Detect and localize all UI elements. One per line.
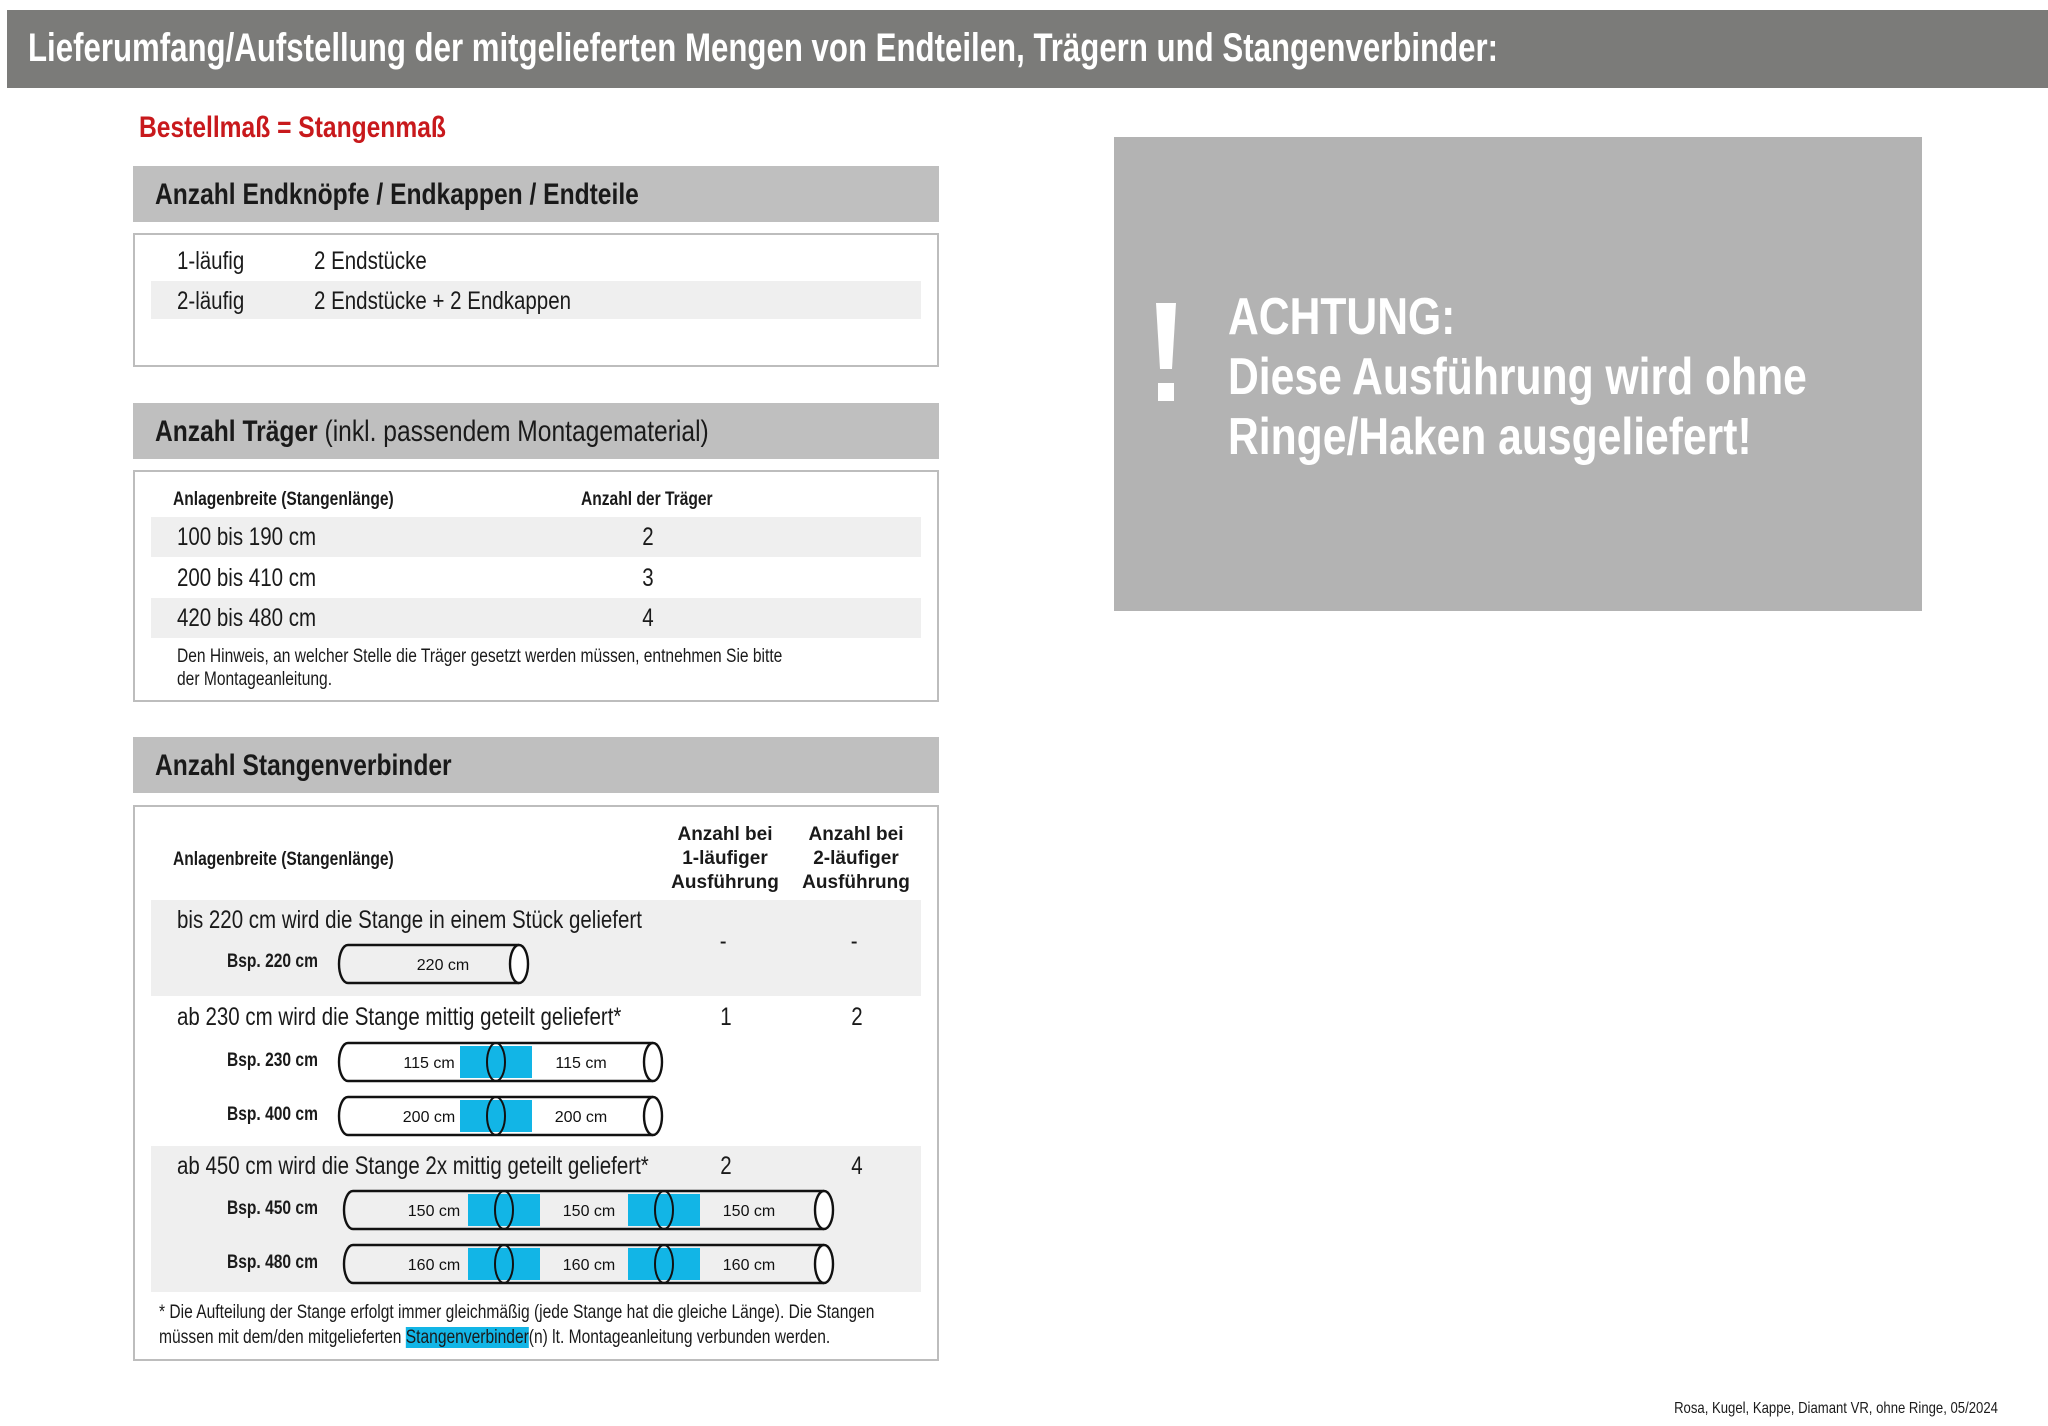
connector-sleeve: [628, 1248, 700, 1280]
rod-segment-label: 150 cm: [562, 1203, 616, 1220]
connector-sleeve: [628, 1194, 700, 1226]
footnote-highlight: Stangenverbinder: [405, 1327, 529, 1348]
warning-line1: ACHTUNG:: [1228, 288, 1456, 346]
section-heading-traeger: [133, 403, 939, 459]
endteile-row1-label: 1-läufig: [177, 247, 245, 275]
traeger-row1-count: 2: [642, 523, 654, 551]
traeger-col2-header: Anzahl der Träger: [581, 489, 713, 510]
connector-sleeve: [460, 1100, 532, 1132]
col2-line1: Anzahl bei: [677, 824, 773, 845]
connector-sleeve: [468, 1194, 540, 1226]
rod-diagrams: [135, 807, 937, 1359]
rod-segment-label: 200 cm: [554, 1109, 608, 1126]
traeger-col1-header: Anlagenbreite (Stangenlänge): [173, 489, 394, 510]
group3-count2: 4: [851, 1152, 863, 1180]
endteile-table: [133, 233, 939, 367]
warning-box: [1114, 137, 1922, 611]
rod-diagram: [339, 945, 528, 983]
rod-segment-label: 160 cm: [722, 1257, 776, 1274]
endteile-heading: Anzahl Endknöpfe / Endkappen / Endteile: [155, 178, 639, 211]
exclamation-icon: [1154, 303, 1178, 403]
group2-count1: 1: [720, 1003, 732, 1031]
rod-diagram: [344, 1245, 833, 1283]
traeger-note-line2: der Montageanleitung.: [177, 669, 333, 690]
footer-note: Rosa, Kugel, Kappe, Diamant VR, ohne Ringe, 05/2024: [1674, 1400, 1998, 1417]
group2-title: ab 230 cm wird die Stange mittig geteilt geliefert*: [177, 1003, 622, 1031]
group2-example2-label: Bsp. 400 cm: [227, 1104, 318, 1125]
traeger-heading-bold: Anzahl Träger: [155, 415, 318, 448]
rod-diagram: [339, 1043, 662, 1081]
rod-segment-label: 115 cm: [403, 1055, 455, 1072]
group1-title: bis 220 cm wird die Stange in einem Stück geliefert: [177, 906, 642, 934]
header-bar: [7, 10, 2048, 88]
traeger-note-line1: Den Hinweis, an welcher Stelle die Träger gesetzt werden müssen, entnehmen Sie bitte: [177, 646, 783, 667]
page-title: Lieferumfang/Aufstellung der mitgelieferten Mengen von Endteilen, Trägern und Stangenverbinder:: [28, 26, 1499, 70]
traeger-row2-count: 3: [642, 564, 654, 592]
group3-count1: 2: [720, 1152, 732, 1180]
group1-example1-label: Bsp. 220 cm: [227, 951, 318, 972]
col3-line2: 2-läufiger: [813, 848, 899, 869]
rod-segment-label: 160 cm: [407, 1257, 461, 1274]
rod-end-cap: [644, 1097, 662, 1135]
group2-example1-label: Bsp. 230 cm: [227, 1050, 318, 1071]
section-heading-endteile: [133, 166, 939, 222]
endteile-row2-label: 2-läufig: [177, 287, 245, 315]
verbinder-heading: Anzahl Stangenverbinder: [155, 749, 452, 782]
verbinder-col1-header: Anlagenbreite (Stangenlänge): [173, 849, 394, 870]
col2-line2: 1-läufiger: [682, 848, 768, 869]
warning-line2: Diese Ausführung wird ohne: [1228, 348, 1807, 406]
traeger-row3-count: 4: [642, 604, 654, 632]
endteile-row1-value: 2 Endstücke: [314, 247, 427, 275]
traeger-row3-range: 420 bis 480 cm: [177, 604, 317, 632]
traeger-table: [133, 470, 939, 702]
rod-segment-label: 200 cm: [402, 1109, 456, 1126]
rod-end-cap: [644, 1043, 662, 1081]
rod-end-cap: [815, 1191, 833, 1229]
traeger-row2-range: 200 bis 410 cm: [177, 564, 317, 592]
rod-diagram: [339, 1097, 662, 1135]
section-heading-verbinder: [133, 737, 939, 793]
rod-end-cap: [510, 945, 528, 983]
subtitle: Bestellmaß = Stangenmaß: [139, 111, 446, 144]
rod-segment-label: 150 cm: [722, 1203, 776, 1220]
traeger-row1-range: 100 bis 190 cm: [177, 523, 317, 551]
footnote-line1: * Die Aufteilung der Stange erfolgt immer gleichmäßig (jede Stange hat die gleiche Länge). Die Stangen: [159, 1302, 875, 1323]
endteile-row2-value: 2 Endstücke + 2 Endkappen: [314, 287, 572, 315]
traeger-heading-rest: (inkl. passendem Montagematerial): [317, 415, 709, 448]
group3-example2-label: Bsp. 480 cm: [227, 1252, 318, 1273]
warning-line3: Ringe/Haken ausgeliefert!: [1228, 408, 1752, 466]
col2-line3: Ausführung: [671, 872, 779, 893]
group3-example1-label: Bsp. 450 cm: [227, 1198, 318, 1219]
group1-count1: -: [719, 927, 727, 955]
connector-sleeve: [468, 1248, 540, 1280]
rod-diagram: [344, 1191, 833, 1229]
rod-segment-label: 150 cm: [407, 1203, 461, 1220]
col3-line1: Anzahl bei: [808, 824, 904, 845]
verbinder-table: [133, 805, 939, 1361]
traeger-heading: [155, 415, 709, 449]
rod-segment-label: 220 cm: [416, 957, 470, 974]
rod-end-cap: [815, 1245, 833, 1283]
group1-count2: -: [850, 927, 858, 955]
group2-count2: 2: [851, 1003, 863, 1031]
group3-title: ab 450 cm wird die Stange 2x mittig geteilt geliefert*: [177, 1152, 649, 1180]
footnote-post: (n) lt. Montageanleitung verbunden werden.: [528, 1327, 831, 1348]
connector-sleeve: [460, 1046, 532, 1078]
col3-line3: Ausführung: [802, 872, 910, 893]
rod-segment-label: 115 cm: [555, 1055, 607, 1072]
footnote-pre: müssen mit dem/den mitgelieferten: [159, 1327, 406, 1348]
rod-segment-label: 160 cm: [562, 1257, 616, 1274]
